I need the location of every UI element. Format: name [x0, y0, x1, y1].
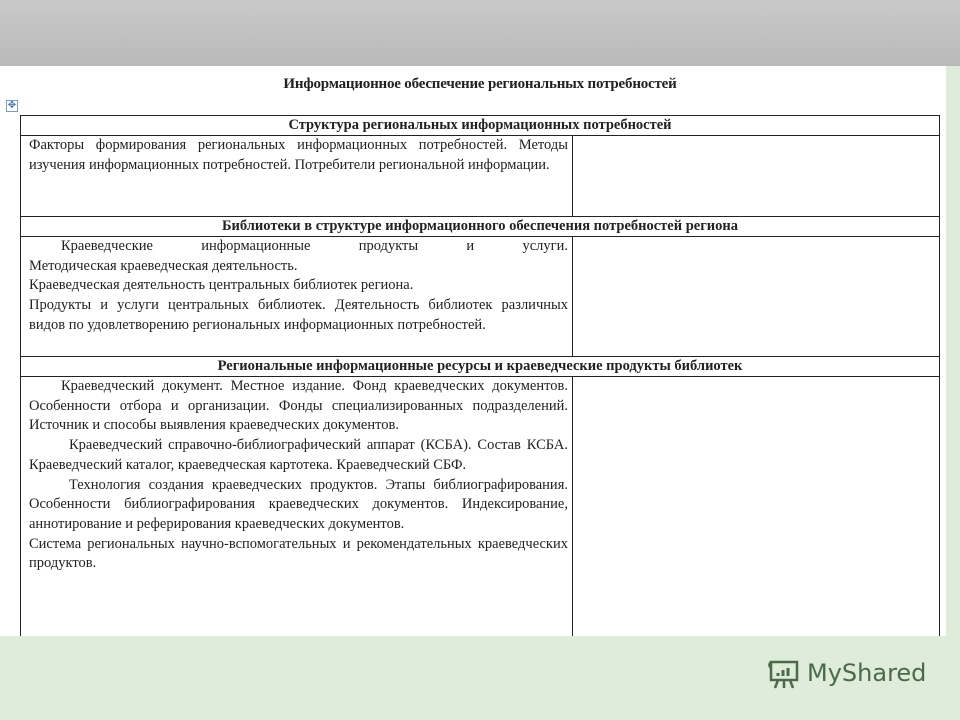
empty-cell	[573, 237, 940, 357]
paragraph: Продукты и услуги центральных библиотек. Деятельность библиотек различных видов по удовлетворению региональных информационных потребностей.	[29, 297, 568, 333]
empty-cell	[573, 377, 940, 637]
topics-table	[20, 115, 940, 636]
section-content	[21, 136, 573, 217]
document-title: Информационное обеспечение региональных потребностей	[283, 76, 677, 92]
top-background	[0, 0, 960, 66]
empty-cell	[573, 136, 940, 217]
section-content	[21, 237, 573, 357]
paragraph: Краеведческая деятельность центральных библиотек региона.	[29, 277, 414, 294]
watermark-text: MyShared	[807, 659, 927, 687]
paragraph: Методическая краеведческая деятельность.	[29, 257, 298, 274]
table-move-handle-icon[interactable]: ✥	[7, 100, 17, 111]
section-header: Структура региональных информационных потребностей	[21, 116, 940, 136]
presentation-board-icon	[767, 656, 801, 690]
paragraph: Краеведческие информационные продукты и услуги.	[61, 238, 568, 254]
myshared-logo	[767, 656, 926, 690]
document-page	[0, 66, 946, 636]
paragraph: Факторы формирования региональных информационных потребностей. Методы изучения информационных потребностей. Потребители региональной информации.	[29, 137, 568, 173]
paragraph: Краеведческий документ. Местное издание. Фонд краеведческих документов. Особенности отбора и организации. Фонды специализированных подразделений. Источник и способы выявления краеведческих документов.	[29, 378, 568, 434]
paragraph: Система региональных научно-вспомогательных и рекомендательных краеведческих продуктов.	[29, 535, 568, 572]
section-header: Региональные информационные ресурсы и краеведческие продукты библиотек	[21, 357, 940, 377]
section-header: Библиотеки в структуре информационного обеспечения потребностей региона	[21, 217, 940, 237]
section-content	[21, 377, 573, 637]
paragraph: Краеведческий справочно-библиографический аппарат (КСБА). Состав КСБА. Краеведческий каталог, краеведческая картотека. Краеведческий СБФ.	[29, 437, 568, 473]
paragraph: Технология создания краеведческих продуктов. Этапы библиографирования. Особенности библиографирования краеведческих документов. Индексирование, аннотирование и реферирования краеведческих документов.	[29, 476, 568, 532]
